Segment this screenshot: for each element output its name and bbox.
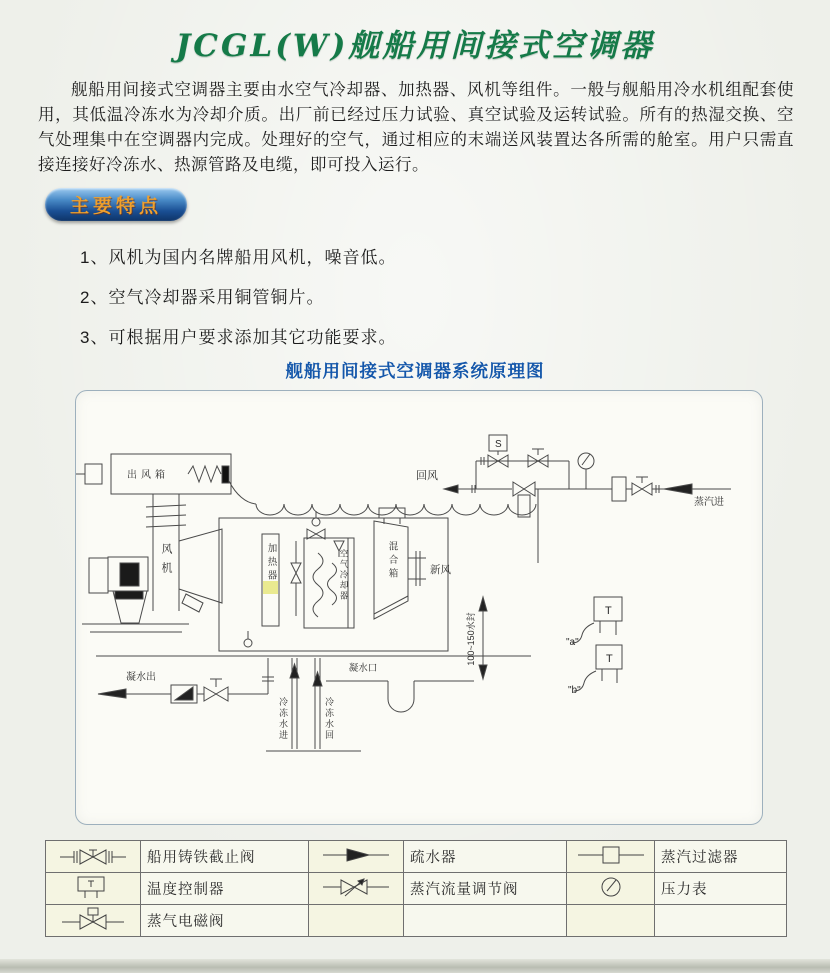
page-bottom-edge xyxy=(0,959,830,973)
legend-label: 疏水器 xyxy=(404,841,567,873)
legend-empty-cell xyxy=(567,905,655,937)
sensor-a-label: "a" xyxy=(566,637,579,648)
steam-trap-icon xyxy=(309,841,404,873)
solenoid-tag: S xyxy=(495,439,502,450)
heater-label: 加热器 xyxy=(265,543,277,584)
fan-section xyxy=(82,494,222,632)
legend-label: 船用铸铁截止阀 xyxy=(141,841,309,873)
steam-filter-icon xyxy=(567,841,655,873)
legend-row xyxy=(46,905,787,937)
fan-label: 风机 xyxy=(160,543,172,581)
features-badge-label: 主要特点 xyxy=(69,196,162,217)
air-cooler xyxy=(291,511,354,628)
legend-row xyxy=(46,873,787,905)
system-diagram-svg xyxy=(76,391,762,824)
legend-empty-cell xyxy=(404,905,567,937)
legend-label: 温度控制器 xyxy=(141,873,309,905)
temp-controller-b-tag: T xyxy=(606,653,613,665)
page-title: JCGL(W)舰船用间接式空调器 xyxy=(175,28,655,64)
water-seal-trap xyxy=(326,597,487,712)
legend-label: 蒸气电磁阀 xyxy=(141,905,309,937)
stop-valve-icon xyxy=(46,841,141,873)
fresh-air-label: 新风 xyxy=(430,564,451,576)
temp-controller-icon xyxy=(46,873,141,905)
mixing-box xyxy=(374,508,451,619)
heater xyxy=(262,534,279,626)
features-list xyxy=(80,238,396,358)
condensate-line xyxy=(98,658,274,703)
outlet-air-box xyxy=(76,454,231,494)
steam-in-label: 蒸汽进 xyxy=(694,497,724,508)
temperature-controllers xyxy=(566,597,622,696)
chilled-water-pipes xyxy=(266,658,361,751)
steam-piping xyxy=(444,435,731,563)
temp-controller-a-tag: T xyxy=(605,605,612,617)
chilled-return-label: 冷冻水回 xyxy=(324,697,334,741)
legend-label: 压力表 xyxy=(655,873,787,905)
condensate-port-label: 凝水口 xyxy=(348,663,378,674)
legend-label: 蒸汽过滤器 xyxy=(655,841,787,873)
sensor-b-label: "b" xyxy=(568,685,581,696)
legend-table xyxy=(45,840,787,937)
pressure-gauge-icon xyxy=(567,873,655,905)
outlet-box-label: 出风箱 xyxy=(127,470,169,481)
steam-flow-valve-icon xyxy=(309,873,404,905)
condensate-out-label: 凝水出 xyxy=(126,672,156,683)
feature-item: 2、空气冷却器采用铜管铜片。 xyxy=(80,288,325,307)
legend-label: 蒸汽流量调节阀 xyxy=(404,873,567,905)
feature-item: 3、可根据用户要求添加其它功能要求。 xyxy=(80,328,397,347)
air-cooler-label: 空气冷却器 xyxy=(339,549,349,602)
legend-empty-cell xyxy=(655,905,787,937)
return-air-label: 回风 xyxy=(416,470,438,482)
water-seal-label: 100~150水封 xyxy=(466,612,476,666)
intro-paragraph: 舰船用间接式空调器主要由水空气冷却器、加热器、风机等组件。一般与舰船用冷水机组配套使用，其低温冷冻水为冷却介质。出厂前已经过压力试验、真空试验及运转试验。所有的热湿交换、空气处理集中在空调器内完成。处理好的空气，通过相应的末端送风装置达各所需的舱室。用户只需直接连接好冷冻水、热源管路及电缆，即可投入运行。 xyxy=(38,81,794,174)
feature-item: 1、风机为国内名牌船用风机，噪音低。 xyxy=(80,248,397,267)
chilled-in-label: 冷冻水进 xyxy=(278,697,288,741)
features-badge xyxy=(45,188,187,221)
system-diagram xyxy=(75,390,763,825)
legend-empty-cell xyxy=(309,905,404,937)
legend-row xyxy=(46,841,787,873)
solenoid-valve-icon xyxy=(46,905,141,937)
mixing-box-label: 混合箱 xyxy=(386,541,398,582)
diagram-title: 舰船用间接式空调器系统原理图 xyxy=(285,361,545,381)
